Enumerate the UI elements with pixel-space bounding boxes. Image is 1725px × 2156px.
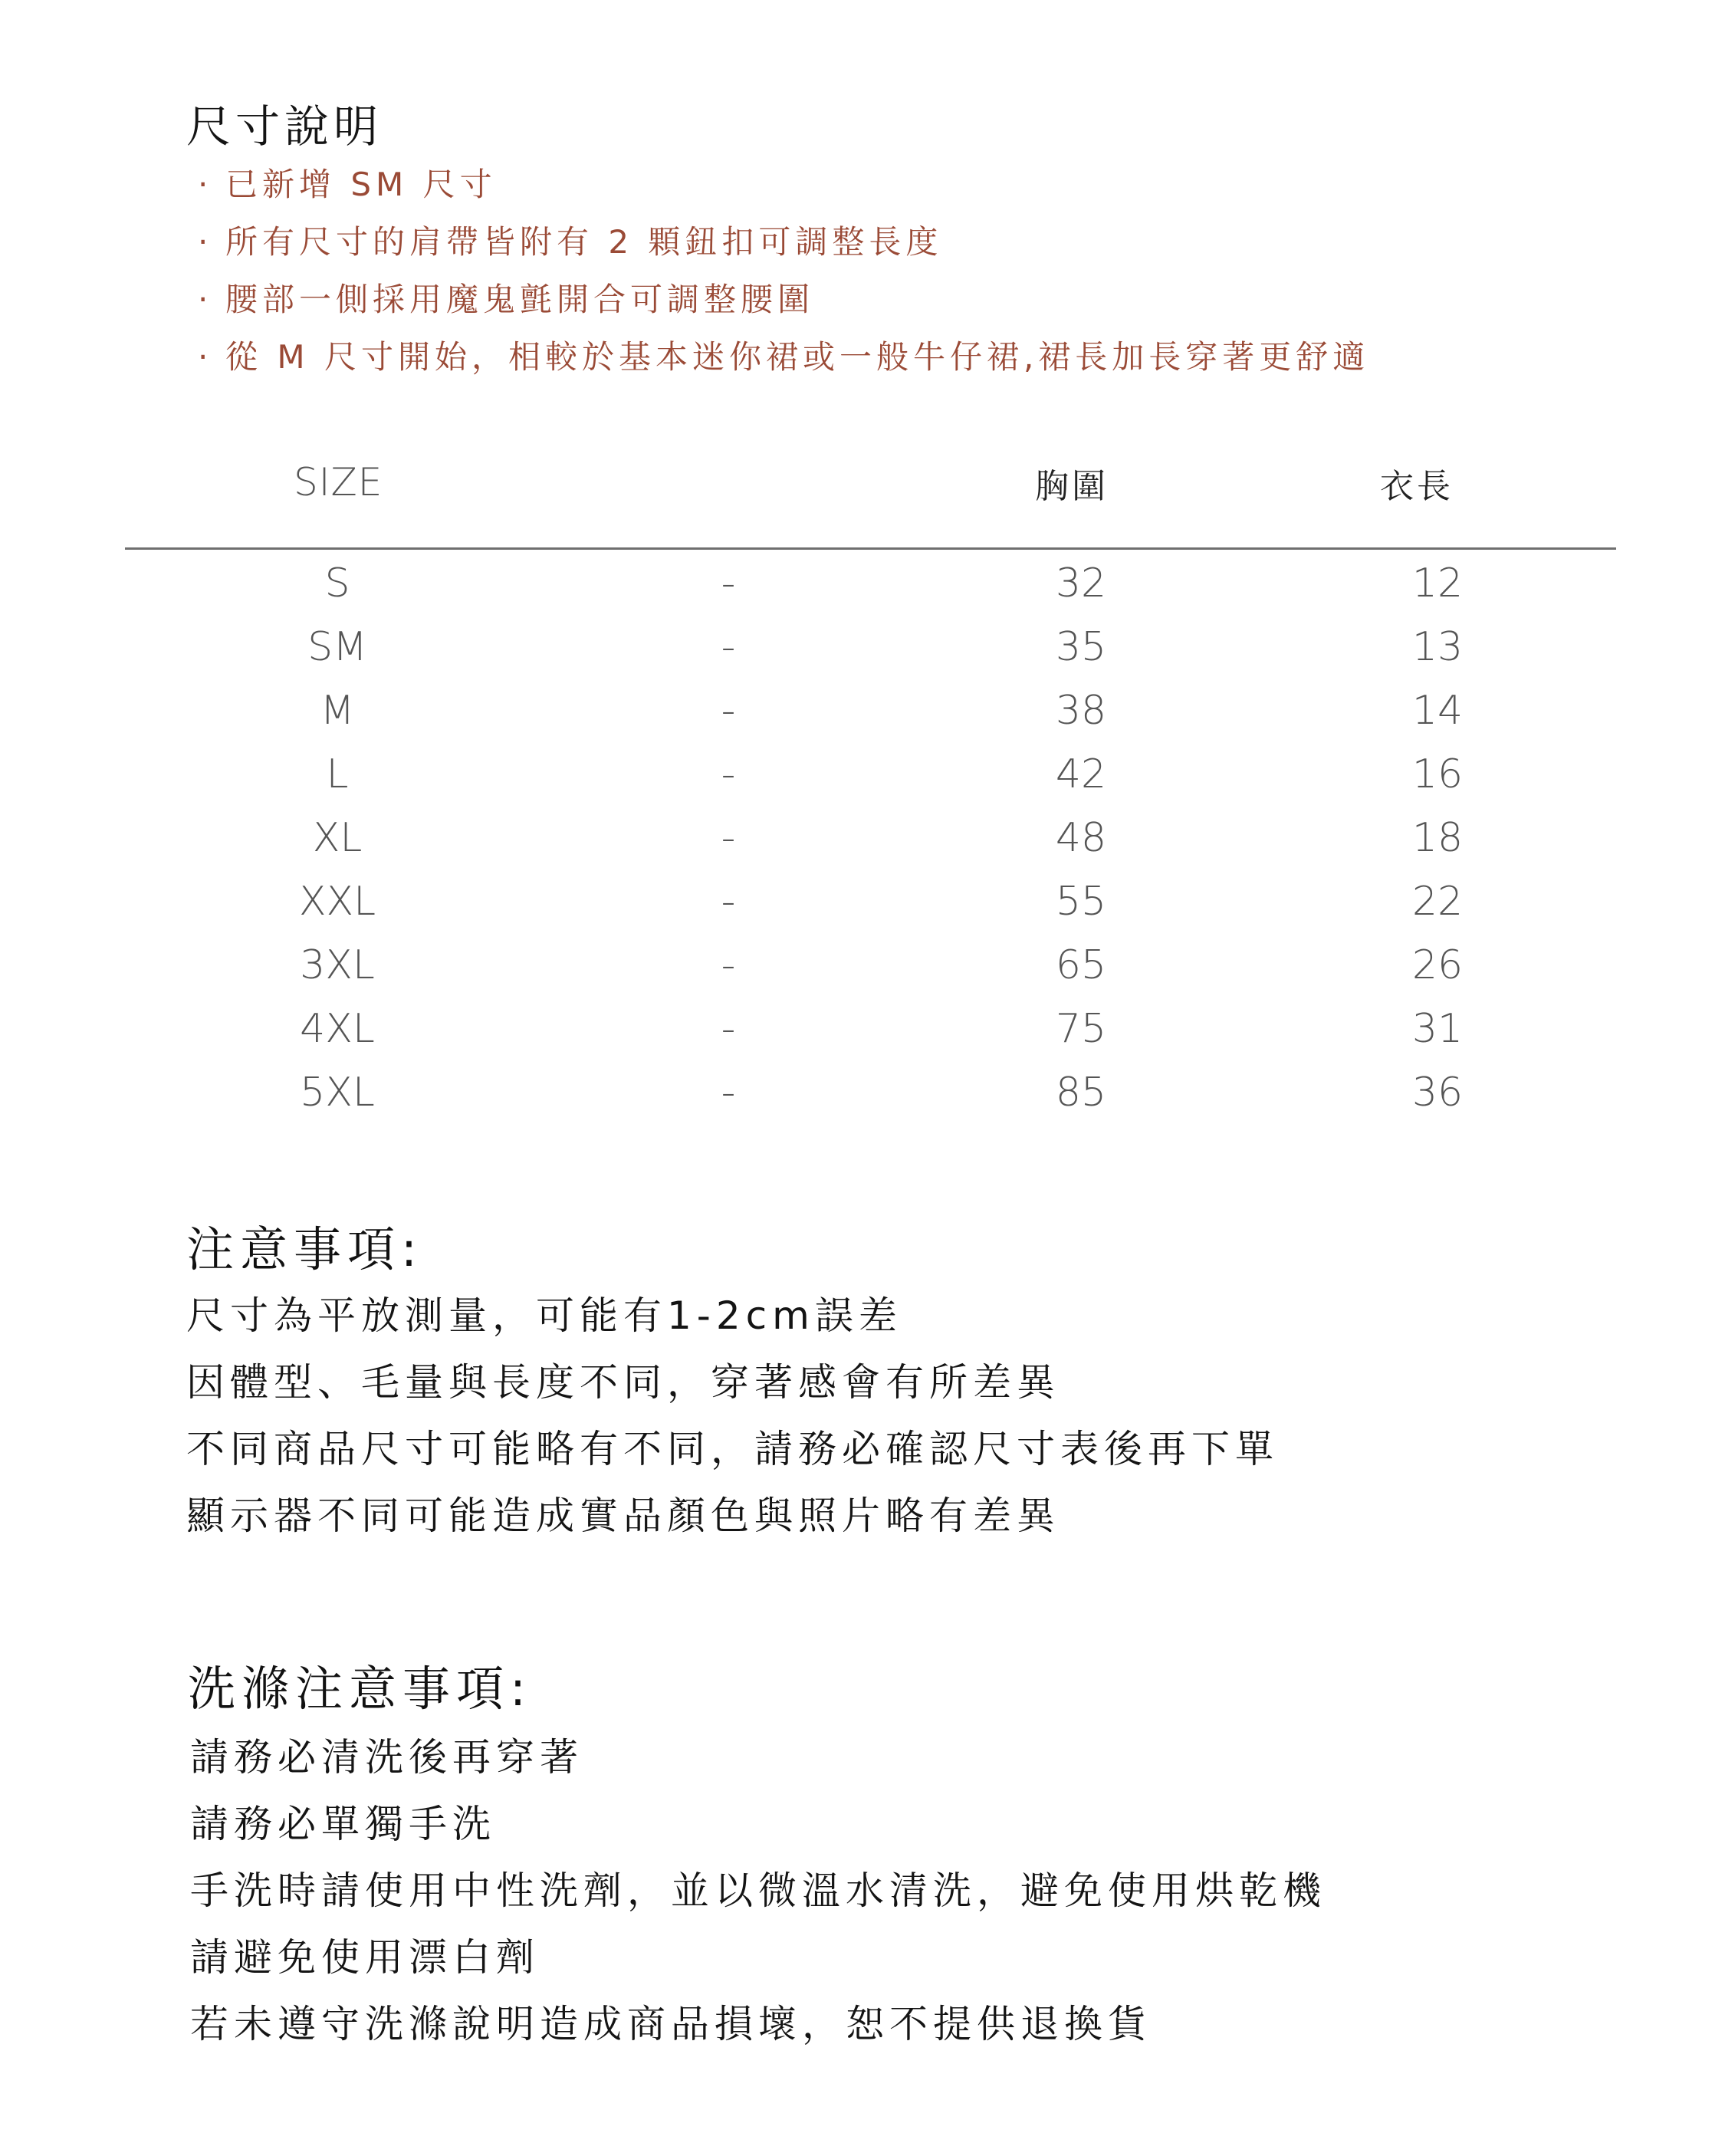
table-row <box>0 807 1725 870</box>
cell-length: 16 <box>1411 751 1464 797</box>
wash-line-1: 請務必清洗後再穿著 <box>190 1735 583 1780</box>
cell-length: 12 <box>1411 560 1464 606</box>
bullet: · <box>198 281 213 318</box>
notice-line-1: 尺寸為平放測量，可能有1-2cm誤差 <box>186 1293 902 1338</box>
cell-chest: 65 <box>1055 942 1107 988</box>
bullet: · <box>198 166 213 203</box>
cell-dash: - <box>721 879 736 925</box>
cell-chest: 75 <box>1055 1006 1107 1052</box>
size-note-text: 腰部一側採用魔鬼氈開合可調整腰圍 <box>225 281 815 318</box>
size-note-text: 從 M 尺寸開始，相較於基本迷你裙或一般牛仔裙,裙長加長穿著更舒適 <box>225 338 1370 376</box>
size-guide-title: 尺寸說明 <box>186 100 383 153</box>
cell-size: S <box>324 560 350 606</box>
size-note-4 <box>198 332 1369 378</box>
cell-size: XL <box>312 815 363 861</box>
cell-length: 22 <box>1411 879 1464 925</box>
table-row <box>0 1061 1725 1125</box>
cell-chest: 38 <box>1055 688 1107 734</box>
cell-chest: 55 <box>1055 879 1107 925</box>
notice-line-3: 不同商品尺寸可能略有不同，請務必確認尺寸表後再下單 <box>186 1427 1279 1471</box>
cell-size: 5XL <box>300 1070 375 1116</box>
cell-length: 26 <box>1411 942 1464 988</box>
cell-chest: 42 <box>1055 751 1107 797</box>
table-row <box>0 743 1725 807</box>
cell-length: 31 <box>1411 1006 1464 1052</box>
cell-size: SM <box>307 624 367 670</box>
cell-dash: - <box>721 1070 736 1116</box>
table-row <box>0 679 1725 743</box>
cell-dash: - <box>721 688 736 734</box>
cell-dash: - <box>721 942 736 988</box>
table-header-length: 衣長 <box>1380 467 1454 506</box>
cell-length: 18 <box>1411 815 1464 861</box>
bullet: · <box>198 338 213 376</box>
cell-size: M <box>320 688 355 734</box>
table-row <box>0 616 1725 679</box>
table-header-chest: 胸圍 <box>1035 467 1109 506</box>
wash-title: 洗滌注意事項: <box>188 1661 532 1717</box>
size-note-1 <box>198 159 497 205</box>
cell-chest: 85 <box>1055 1070 1107 1116</box>
table-row <box>0 870 1725 934</box>
size-note-text: 所有尺寸的肩帶皆附有 2 顆鈕扣可調整長度 <box>225 223 943 261</box>
cell-size: L <box>326 751 349 797</box>
cell-dash: - <box>721 1006 736 1052</box>
size-table-body <box>0 552 1725 1125</box>
size-note-2 <box>198 217 942 263</box>
cell-dash: - <box>721 624 736 670</box>
cell-dash: - <box>721 560 736 606</box>
cell-chest: 32 <box>1055 560 1107 606</box>
table-row <box>0 552 1725 616</box>
cell-length: 14 <box>1411 688 1464 734</box>
notice-title: 注意事項: <box>186 1221 423 1277</box>
cell-chest: 48 <box>1055 815 1107 861</box>
cell-size: 4XL <box>300 1006 375 1052</box>
notice-line-4: 顯示器不同可能造成實品顏色與照片略有差異 <box>186 1494 1060 1538</box>
cell-length: 36 <box>1411 1070 1464 1116</box>
wash-line-5: 若未遵守洗滌說明造成商品損壞，恕不提供退換貨 <box>190 2002 1152 2046</box>
cell-size: 3XL <box>300 942 375 988</box>
wash-line-3: 手洗時請使用中性洗劑，並以微溫水清洗，避免使用烘乾機 <box>190 1868 1326 1913</box>
cell-chest: 35 <box>1055 624 1107 670</box>
cell-dash: - <box>721 815 736 861</box>
table-divider <box>125 547 1616 550</box>
bullet: · <box>198 223 213 261</box>
cell-length: 13 <box>1411 624 1464 670</box>
table-row <box>0 997 1725 1061</box>
size-note-3 <box>198 274 814 320</box>
cell-dash: - <box>721 751 736 797</box>
table-row <box>0 934 1725 997</box>
notice-line-2: 因體型、毛量與長度不同，穿著感會有所差異 <box>186 1360 1060 1405</box>
size-note-text: 已新增 SM 尺寸 <box>225 166 497 203</box>
cell-size: XXL <box>298 879 376 925</box>
wash-line-2: 請務必單獨手洗 <box>190 1802 496 1846</box>
wash-line-4: 請避免使用漂白劑 <box>190 1935 540 1980</box>
table-header-size: SIZE <box>294 460 383 504</box>
